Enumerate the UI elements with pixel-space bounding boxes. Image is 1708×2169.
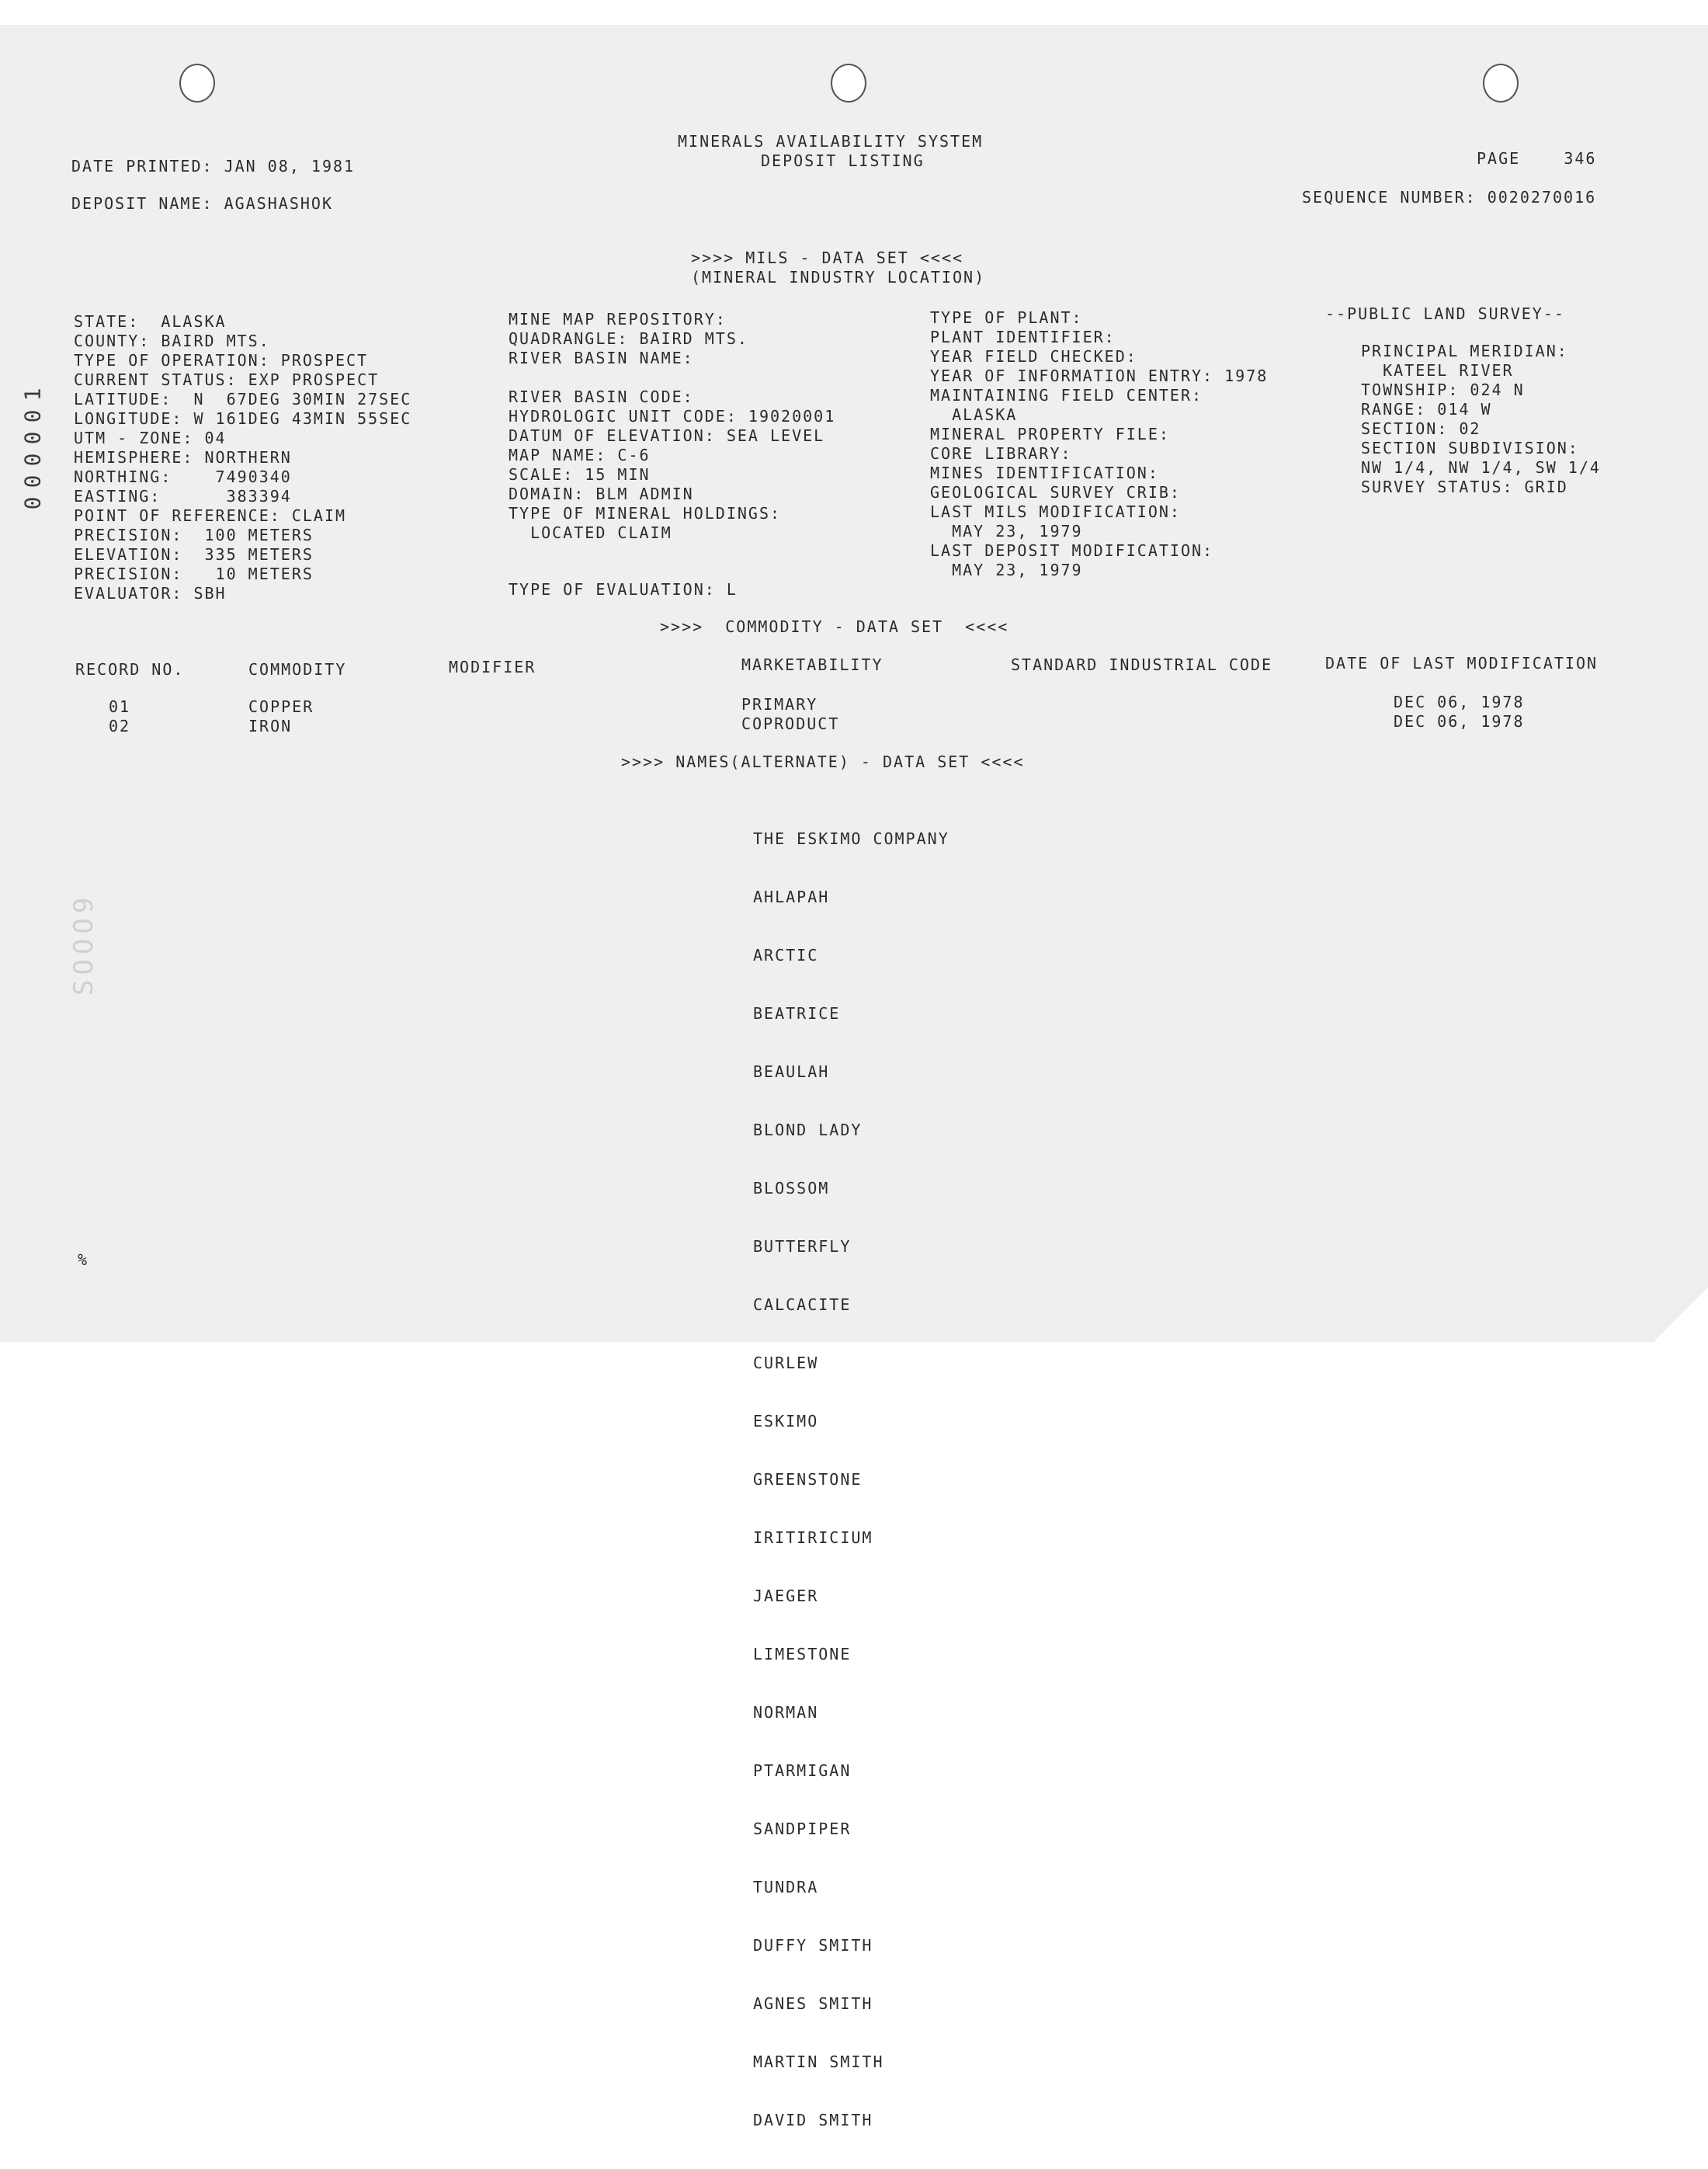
mils-subtitle: (MINERAL INDUSTRY LOCATION) [691, 268, 986, 287]
field-line: PLANT IDENTIFIER: [930, 328, 1116, 346]
field-line: HYDROLOGIC UNIT CODE: 19020001 [509, 407, 836, 426]
field-line: MINES IDENTIFICATION: [930, 464, 1159, 482]
sequence-number: SEQUENCE NUMBER: 0020270016 [1302, 188, 1597, 207]
date-printed: DATE PRINTED: JAN 08, 1981 [71, 157, 356, 176]
field-line: DATUM OF ELEVATION: SEA LEVEL [509, 426, 825, 445]
list-item: MARTIN SMITH [753, 2053, 884, 2071]
list-item: PTARMIGAN [753, 1761, 852, 1780]
field-line: LOCATED CLAIM [509, 523, 672, 542]
field-line: SECTION: 02 [1361, 419, 1481, 438]
cell-record: 01 [109, 697, 131, 716]
field-line: NW 1/4, NW 1/4, SW 1/4 [1361, 458, 1601, 477]
list-item: BUTTERFLY [753, 1237, 852, 1256]
field-line: TYPE OF OPERATION: PROSPECT [74, 351, 369, 370]
list-item: BLOSSOM [753, 1179, 830, 1197]
field-line: CURRENT STATUS: EXP PROSPECT [74, 370, 380, 389]
col-header-sic: STANDARD INDUSTRIAL CODE [1011, 655, 1272, 674]
field-line: LATITUDE: N 67DEG 30MIN 27SEC [74, 390, 412, 408]
field-line: ELEVATION: 335 METERS [74, 545, 314, 564]
field-line: POINT OF REFERENCE: CLAIM [74, 506, 347, 525]
field-line: TYPE OF MINERAL HOLDINGS: [509, 504, 782, 523]
field-line: SCALE: 15 MIN [509, 465, 651, 484]
field-line: LAST MILS MODIFICATION: [930, 502, 1181, 521]
stamp-char: 0 [19, 474, 46, 488]
field-line: TYPE OF PLANT: [930, 308, 1083, 327]
list-item: CALCACITE [753, 1295, 852, 1314]
cell-commodity: COPPER [248, 697, 314, 716]
field-line: TOWNSHIP: 024 N [1361, 381, 1525, 399]
field-line: EASTING: 383394 [74, 487, 292, 506]
field-line: COUNTY: BAIRD MTS. [74, 332, 270, 350]
cell-record: 02 [109, 717, 131, 735]
list-item: ARCTIC [753, 946, 819, 965]
cell-commodity: IRON [248, 717, 293, 735]
list-item: TUNDRA [753, 1878, 819, 1896]
field-line: HEMISPHERE: NORTHERN [74, 448, 292, 467]
col-header-commodity: COMMODITY [248, 660, 347, 679]
mils-title: >>>> MILS - DATA SET <<<< [691, 249, 964, 267]
list-item: LIMESTONE [753, 1645, 852, 1663]
list-item: CURLEW [753, 1354, 819, 1372]
folded-page-corner [1654, 1288, 1708, 1342]
listing-title: DEPOSIT LISTING [761, 151, 925, 170]
field-line: MINE MAP REPOSITORY: [509, 310, 727, 328]
punch-hole-center [831, 64, 866, 103]
list-item: BEAULAH [753, 1062, 830, 1081]
field-line: LAST DEPOSIT MODIFICATION: [930, 541, 1214, 560]
field-line: YEAR OF INFORMATION ENTRY: 1978 [930, 367, 1269, 385]
field-line: QUADRANGLE: BAIRD MTS. [509, 329, 748, 348]
field-line: MAY 23, 1979 [930, 522, 1083, 541]
col-header-marketability: MARKETABILITY [741, 655, 884, 674]
names-title: >>>> NAMES(ALTERNATE) - DATA SET <<<< [621, 753, 1025, 771]
punch-hole-right [1483, 64, 1519, 103]
list-item: GREENSTONE [753, 1470, 863, 1489]
col-header-record: RECORD NO. [75, 660, 185, 679]
commodity-title: >>>> COMMODITY - DATA SET <<<< [660, 617, 1009, 636]
field-line: PRECISION: 100 METERS [74, 526, 314, 544]
field-line: MINERAL PROPERTY FILE: [930, 425, 1170, 443]
field-line: LONGITUDE: W 161DEG 43MIN 55SEC [74, 409, 412, 428]
punch-hole-left [179, 64, 215, 103]
deposit-name: DEPOSIT NAME: AGASHASHOK [71, 194, 333, 213]
list-item: BEATRICE [753, 1004, 841, 1023]
field-line: MAINTAINING FIELD CENTER: [930, 386, 1203, 405]
public-land-survey-title: --PUBLIC LAND SURVEY-- [1325, 304, 1565, 323]
field-line: GEOLOGICAL SURVEY CRIB: [930, 483, 1181, 502]
field-line: SURVEY STATUS: GRID [1361, 478, 1568, 496]
field-line: NORTHING: 7490340 [74, 468, 292, 486]
list-item: THE ESKIMO COMPANY [753, 829, 949, 848]
field-line: MAY 23, 1979 [930, 561, 1083, 579]
cell-date: DEC 06, 1978 [1394, 712, 1525, 731]
document-page [0, 25, 1708, 2129]
list-item: BLOND LADY [753, 1121, 863, 1139]
alternate-names-list [753, 791, 949, 2169]
stamp-char: 1 [19, 388, 46, 401]
col-header-date: DATE OF LAST MODIFICATION [1325, 654, 1599, 673]
field-line: MAP NAME: C-6 [509, 446, 651, 464]
field-line: YEAR FIELD CHECKED: [930, 347, 1137, 366]
list-item: ESKIMO [753, 1412, 819, 1430]
stamp-char: 0 [19, 431, 46, 445]
system-title: MINERALS AVAILABILITY SYSTEM [678, 132, 984, 151]
list-item: IRITIRICIUM [753, 1528, 873, 1547]
faint-margin-stamp: SOOO9 [68, 892, 99, 996]
cell-date: DEC 06, 1978 [1394, 693, 1525, 711]
stamp-char: 0 [19, 496, 46, 510]
list-item: JAEGER [753, 1587, 819, 1605]
type-of-evaluation: TYPE OF EVALUATION: L [509, 580, 738, 599]
cell-marketability: COPRODUCT [741, 714, 840, 733]
field-line: PRECISION: 10 METERS [74, 565, 314, 583]
list-item: SANDPIPER [753, 1820, 852, 1838]
field-line: STATE: ALASKA [74, 312, 227, 331]
field-line: EVALUATOR: SBH [74, 584, 227, 603]
field-line: PRINCIPAL MERIDIAN: [1361, 342, 1568, 360]
field-line: RANGE: 014 W [1361, 400, 1492, 419]
field-line: DOMAIN: BLM ADMIN [509, 485, 694, 503]
list-item: AHLAPAH [753, 888, 830, 906]
field-line: RIVER BASIN CODE: [509, 388, 694, 406]
list-item: NORMAN [753, 1703, 819, 1722]
page-number: PAGE 346 [1477, 149, 1597, 168]
field-line: UTM - ZONE: 04 [74, 429, 227, 447]
field-line: KATEEL RIVER [1361, 361, 1514, 380]
cell-marketability: PRIMARY [741, 695, 818, 714]
list-item: AGNES SMITH [753, 1994, 873, 2013]
field-line: SECTION SUBDIVISION: [1361, 439, 1579, 457]
col-header-modifier: MODIFIER [449, 658, 536, 676]
list-item: DUFFY SMITH [753, 1936, 873, 1955]
stamp-char: 0 [19, 409, 46, 423]
stamp-char: 0 [19, 453, 46, 467]
footer-percent-mark: % [78, 1250, 89, 1269]
field-line: CORE LIBRARY: [930, 444, 1072, 463]
field-line: ALASKA [930, 405, 1018, 424]
list-item: DAVID SMITH [753, 2111, 873, 2129]
margin-stamp-marks [19, 384, 46, 514]
field-line: RIVER BASIN NAME: [509, 349, 694, 367]
